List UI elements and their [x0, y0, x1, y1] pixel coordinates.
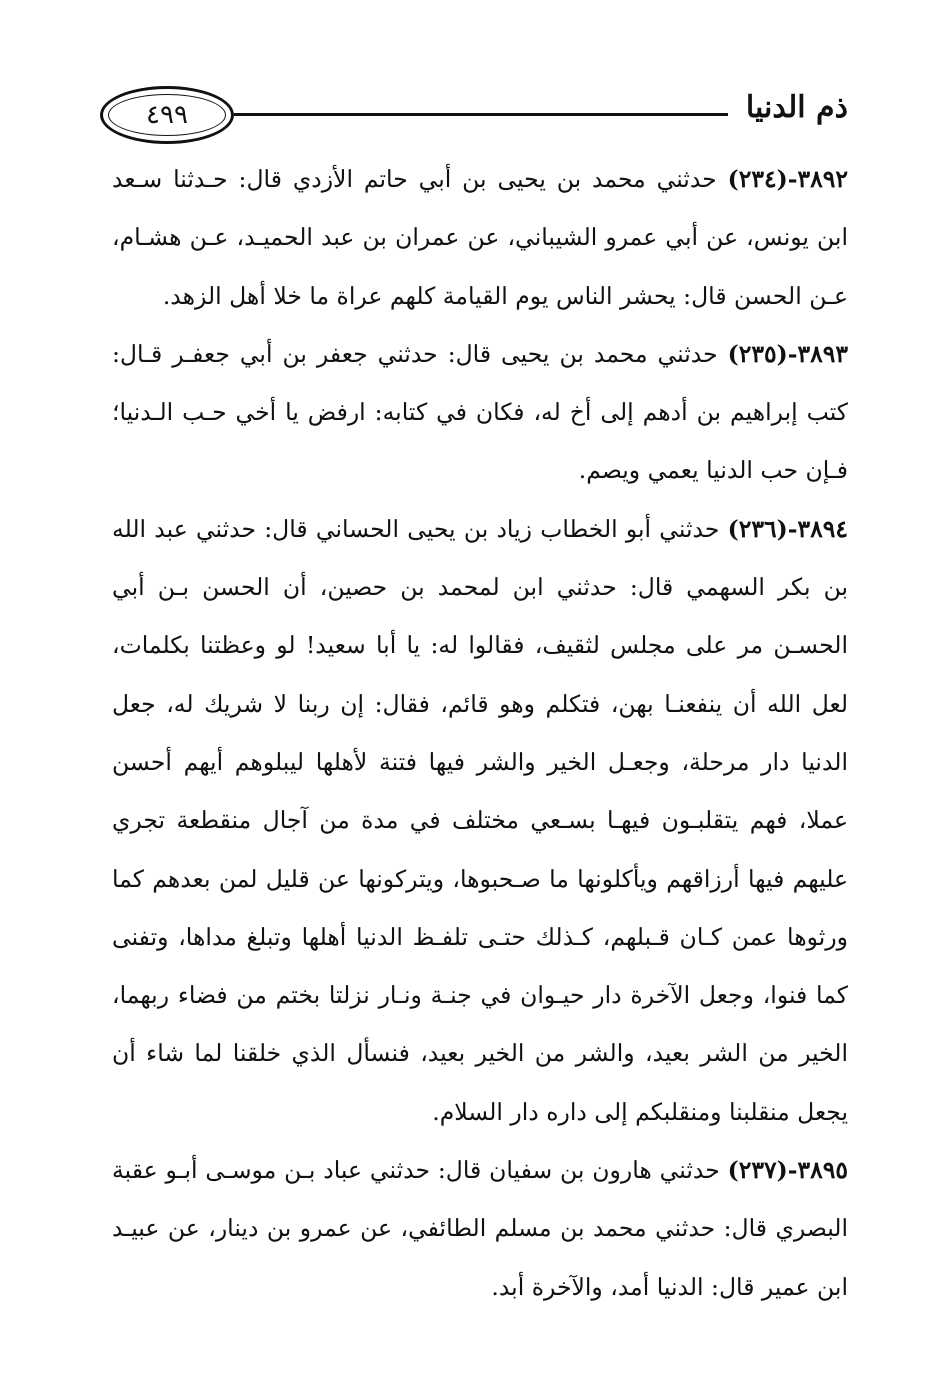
- page-number-badge: [100, 86, 234, 144]
- hadith-dash: -: [787, 339, 798, 368]
- page-number: ٤٩٩: [146, 100, 188, 130]
- running-title: ذم الدنيا: [745, 90, 848, 125]
- hadith-sub-number: (٢٣٤): [727, 165, 788, 193]
- hadith-sub-number: (٢٣٧): [727, 1156, 788, 1185]
- hadith-sub-number: (٢٣٥): [727, 339, 788, 368]
- page-header: [100, 86, 848, 146]
- hadith-dash: -: [787, 165, 798, 193]
- hadith-entry: [112, 325, 848, 500]
- hadith-dash: -: [787, 1156, 798, 1185]
- hadith-text: حدثني محمد بن يحيى بن أبي حاتم الأزدي قال: حـدثنا سـعد ابن يونس، عن أبي عمرو الشيباني، عن عمران بن عبد الحميـد، عـن هشـام، عـن الحسن قال: يحشر الناس يوم القيامة كلهم عراة ما خلا أهل الزهد.: [112, 165, 848, 310]
- hadith-entry: [112, 1141, 848, 1316]
- header-rule: [234, 113, 728, 116]
- hadith-entry: [112, 500, 848, 1141]
- hadith-text: حدثني أبو الخطاب زياد بن يحيى الحساني قال: حدثني عبد الله بن بكر السهمي قال: حدثني ابن لمحمد بن حصين، أن الحسن بـن أبي الحسـن مر على مجلس لثقيف، فقالوا له: يا أبا سعيد! لو وعظتنا بكلمات، لعل الله أن ينفعنـا بهن، فتكلم وهو قائم، فقال: إن ربنا لا شريك له، جعل الدنيا دار مرحلة، وجعـل الخير والشر فيها فتنة لأهلها ليبلوهم أيهم أحسن عملا، فهم يتقلبـون فيهـا بسـعي مختلف في مدة من آجال منقطعة تجري عليهم فيها أرزاقهم ويأكلونها ما صـحبوها، ويتركونها عن قليل لمن بعدهم كما ورثوها عمن كـان قـبلهم، كـذلك حتـى تلفـظ الدنيا أهلها وتبلغ مداها، وتفنى كما فنوا، وجعل الآخرة دار حيـوان في جنـة ونـار نزلتا بختم من فضاء ربهما، الخير من الشر بعيد، والشر من الخير بعيد، فنسأل الذي خلقنا لما شاء أن يجعل منقلبنا ومنقلبكم إلى داره دار السلام.: [112, 514, 848, 1126]
- hadith-number: ٣٨٩٥: [797, 1156, 848, 1185]
- page-body: [112, 150, 848, 1316]
- hadith-dash: -: [787, 514, 798, 543]
- hadith-number: ٣٨٩٤: [797, 514, 848, 543]
- hadith-number: ٣٨٩٣: [797, 339, 848, 368]
- hadith-entry: [112, 150, 848, 325]
- hadith-text: حدثني هارون بن سفيان قال: حدثني عباد بـن موسـى أبـو عقبة البصري قال: حدثني محمد بن مسلم الطائفي، عن عمرو بن دينار، عن عبيـد ابن عمير قال: الدنيا أمد، والآخرة أبد.: [112, 1156, 848, 1301]
- hadith-text: حدثني محمد بن يحيى قال: حدثني جعفر بن أبي جعفـر قـال: كتب إبراهيم بن أدهم إلى أخ له، فكان في كتابه: ارفض يا أخي حـب الـدنيا؛ فـإن حب الدنيا يعمي ويصم.: [112, 339, 848, 485]
- hadith-sub-number: (٢٣٦): [727, 514, 788, 543]
- hadith-number: ٣٨٩٢: [797, 165, 848, 193]
